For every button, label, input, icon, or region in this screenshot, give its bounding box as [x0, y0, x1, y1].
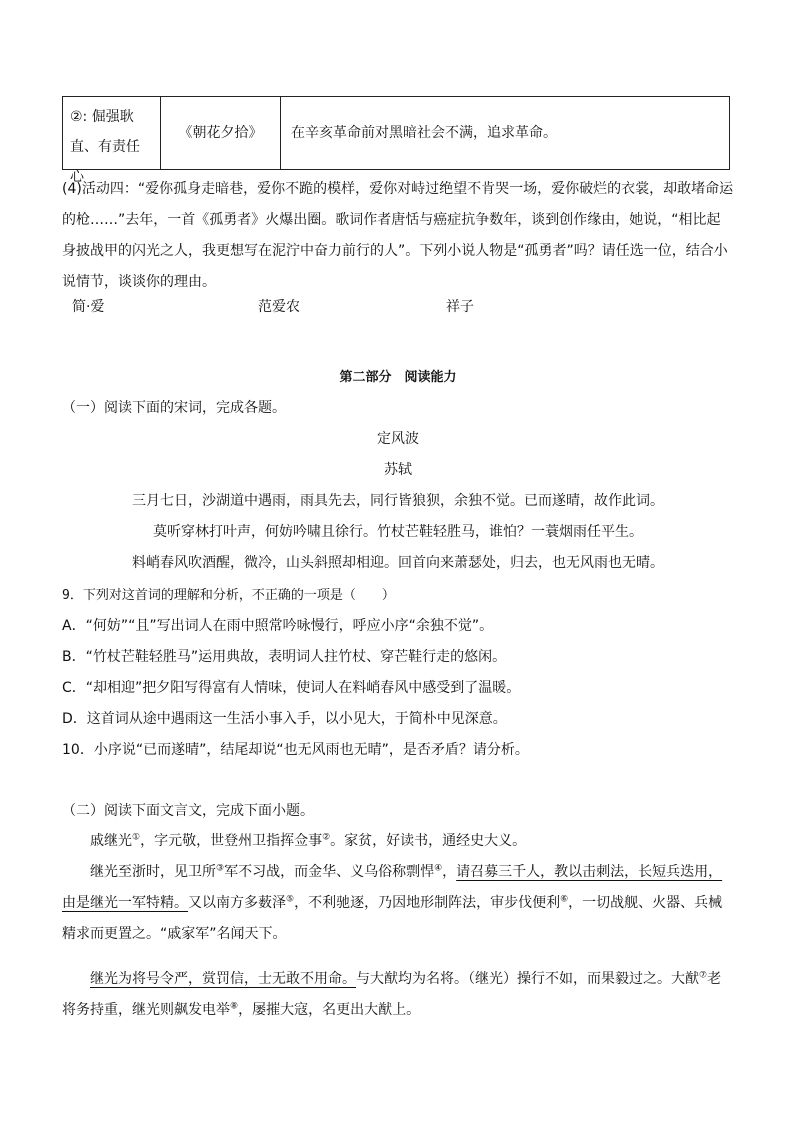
- question-nine-option-b: B．“竹杖芒鞋轻胜马”运用典故，表明词人拄竹杖、穿芒鞋行走的悠闲。: [62, 649, 507, 665]
- section-title: 第二部分 阅读能力: [339, 370, 457, 385]
- option-jane-eyre: 简·爱: [72, 299, 105, 315]
- part-two-instruction: （二）阅读下面文言文，完成下面小题。: [62, 803, 314, 819]
- description-cell: 在辛亥革命前对黑暗社会不满，追求革命。: [291, 125, 557, 141]
- question-ten: 10．小序说“已而遂晴”，结尾却说“也无风雨也无晴”，是否矛盾？请分析。: [62, 742, 529, 758]
- activity-four-text: (4)活动四：“爱你孤身走暗巷，爱你不跪的模样，爱你对峙过绝望不肯哭一场，爱你破烂的衣裳，却敢堵命运的枪……”去年，一首《孤勇者》火爆出圈。歌词作者唐恬与癌症抗争数年，谈到创作缘由，她说，“相比起身披战甲的闪光之人，我更想写在泥泞中奋力前行的人”。下列小说人物是“孤勇者”吗？请任选一位，结合小说情节，谈谈你的理由。: [62, 181, 734, 290]
- underlined-sentence-one: 请召募三千人，教以击刺法，长短兵迭用，由是继光一军特精。: [62, 864, 723, 911]
- underlined-sentence-two: 继光为将号令严，赏罚信，士无敢不用命。: [90, 971, 356, 987]
- question-nine-option-d: D．这首词从途中遇雨这一生活小事入手，以小见大，于简朴中见深意。: [62, 711, 507, 727]
- book-cell: 《朝花夕拾》: [161, 97, 281, 169]
- option-fan-ainong: 范爱农: [258, 299, 300, 315]
- question-nine-option-c: C．“却相迎”把夕阳写得富有人情味，使词人在料峭春风中感受到了温暖。: [62, 680, 521, 696]
- poem-preface: 三月七日，沙湖道中遇雨，雨具先去，同行皆狼狈，余独不觉。已而遂晴，故作此词。: [132, 493, 664, 509]
- poem-author: 苏轼: [384, 462, 412, 478]
- classical-paragraph-two: 继光至浙时，见卫所③军不习战，而金华、义乌俗称剽悍④，请召募三千人，教以击刺法，长短兵迭用，由是继光一军特精。又以南方多薮泽⑤，不利驰逐，乃因地形制阵法，审步伐便利⑥，一切战舰、火器、兵械精求而更置之。“戚家军”名闻天下。: [62, 863, 723, 942]
- part-one-instruction: （一）阅读下面的宋词，完成各题。: [62, 400, 286, 416]
- character-table-row: [62, 96, 730, 185]
- trait-cell: ②: 倔强耿直、有责任心: [63, 97, 161, 169]
- classical-paragraph-three: 继光为将号令严，赏罚信，士无敢不用命。与大猷均为名将。（继光）操行不如，而果毅过之。大猷⑦老将务持重，继光则飙发电举⑧，屡摧大寇，名更出大猷上。: [62, 970, 722, 1018]
- character-options: [62, 296, 562, 326]
- poem-line-two: 料峭春风吹酒醒，微冷，山头斜照却相迎。回首向来萧瑟处，归去，也无风雨也无晴。: [132, 555, 664, 571]
- classical-paragraph-one: 戚继光①，字元敬，世登州卫指挥佥事②。家贫，好读书，通经史大义。: [90, 832, 527, 849]
- question-nine-stem: 9．下列对这首词的理解和分析，不正确的一项是（ ）: [62, 588, 395, 603]
- poem-title: 定风波: [377, 431, 419, 447]
- option-xiangzi: 祥子: [446, 299, 474, 315]
- question-nine-option-a: A．“何妨”“且”写出词人在雨中照常吟咏慢行，呼应小序“余独不觉”。: [62, 618, 494, 634]
- poem-line-one: 莫听穿林打叶声，何妨吟啸且徐行。竹杖芒鞋轻胜马，谁怕？一蓑烟雨任平生。: [153, 524, 643, 540]
